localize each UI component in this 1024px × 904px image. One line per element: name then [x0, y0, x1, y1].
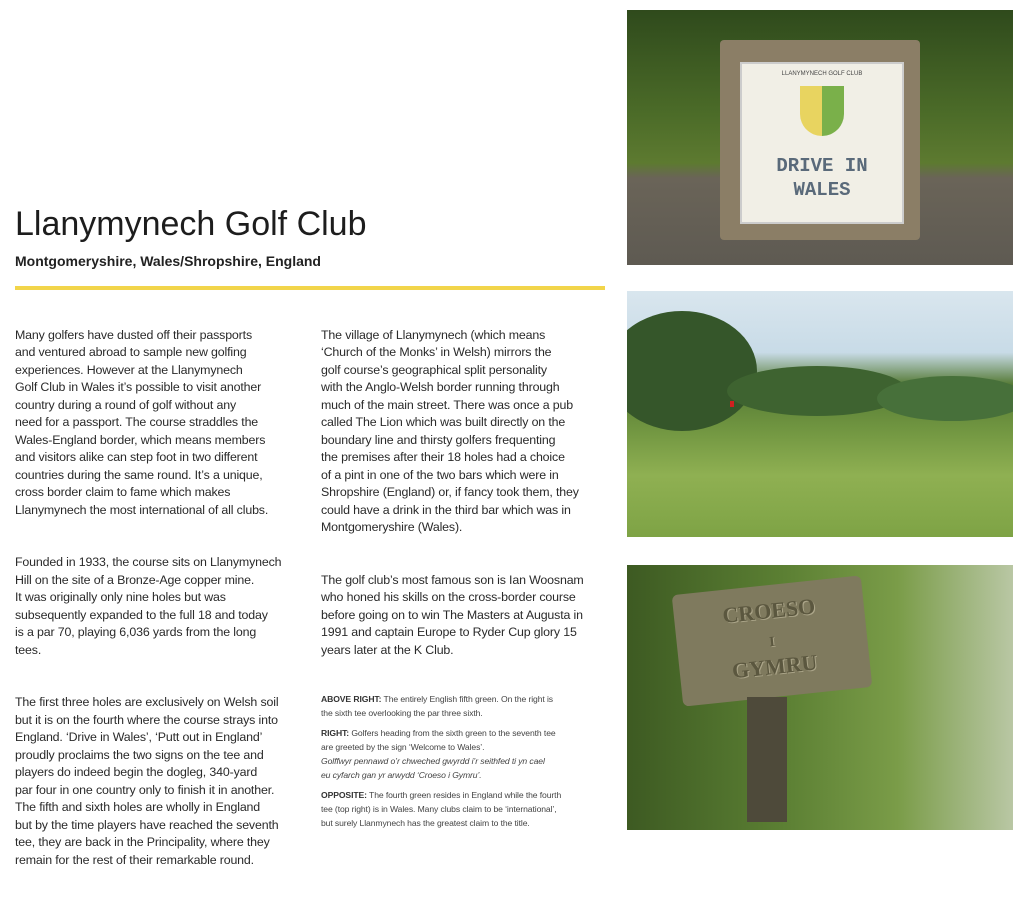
- caption-opposite: OPPOSITE: The fourth green resides in England while the fourth tee (top right) is in Wales. Many clubs claim to be ‘international’, but surely Llanmynech has the greatest claim to the title.: [321, 790, 562, 828]
- caption-right: RIGHT: Golfers heading from the sixth green to the seventh tee are greeted by the sign ‘Welcome to Wales’. Golffwyr pennawd o’r chweched gwyrdd i’r seithfed ti yn cael eu cyfarch gan yr arwydd ‘Croeso i Gymru’.: [321, 728, 556, 780]
- article-title: Llanymynech Golf Club: [15, 205, 367, 243]
- paragraph: The first three holes are exclusively on Welsh soil but it is on the fourth where the course strays into England. ‘Drive in Wales’, ‘Putt out in England’ proudly proclaims the two signs on the tee and players do indeed begin the dogleg, 340-yard par four in one country only to finish it in another. The fifth and sixth holes are wholly in England but by the time players have reached the seventh tee, they are back in the Principality, where they remain for the rest of their remarkable round.: [15, 695, 279, 867]
- photo-fifth-green: [627, 291, 1013, 537]
- title-divider: [15, 286, 605, 290]
- body-column-1: [15, 309, 311, 904]
- paragraph: Founded in 1933, the course sits on Llanymynech Hill on the site of a Bronze-Age copper mine. It was originally only nine holes but was subsequently expanded to the full 18 and today is a par 70, playing 6,036 yards from the long tees.: [15, 555, 282, 657]
- photo-croeso-sign: [627, 565, 1013, 830]
- croeso-i-gymru-sign: CROESO I GYMRU: [672, 575, 873, 706]
- drive-in-wales-plaque: LLANYMYNECH GOLF CLUB DRIVE IN WALES: [740, 62, 904, 224]
- caption-welsh: Golffwyr pennawd o’r chweched gwyrdd i’r seithfed ti yn cael eu cyfarch gan yr arwydd ‘Croeso i Gymru’.: [321, 756, 545, 780]
- paragraph: Many golfers have dusted off their passports and ventured abroad to sample new golfing experiences. However at the Llanymynech Golf Club in Wales it’s possible to visit another country during a round of golf without any need for a passport. The course straddles the Wales-England border, which means members and visitors alike can step foot in two different countries during the same round. It’s a unique, cross border claim to fame which makes Llanymynech the most international of all clubs.: [15, 327, 269, 517]
- club-crest-icon: [800, 86, 844, 136]
- trees: [877, 376, 1013, 421]
- paragraph: The golf club’s most famous son is Ian Woosnam who honed his skills on the cross-border course before going on to win The Masters at Augusta in 1991 and captain Europe to Ryder Cup glory 15 years later at the K Club.: [321, 572, 584, 657]
- trees: [627, 311, 757, 431]
- flag-icon: [730, 401, 734, 407]
- photo-captions: [321, 692, 623, 836]
- sign-post: [747, 697, 787, 822]
- article-subtitle: Montgomeryshire, Wales/Shropshire, England: [15, 253, 321, 269]
- caption-above-right: ABOVE RIGHT: The entirely English fifth green. On the right is the sixth tee overlooking the par three sixth.: [321, 694, 553, 718]
- stone-block: [720, 40, 920, 240]
- paragraph: The village of Llanymynech (which means ‘Church of the Monks’ in Welsh) mirrors the golf course’s geographical split personality with the Anglo-Welsh border running through much of the main street. There was once a pub called The Lion which was built directly on the boundary line and thirsty golfers frequenting the premises after their 18 holes had a choice of a pint in one of the two bars which were in Shropshire (England) or, if fancy took them, they could have a drink in the third bar which was in Montgomeryshire (Wales).: [321, 327, 579, 534]
- photo-tee-sign: [627, 10, 1013, 265]
- body-column-2: [321, 309, 619, 694]
